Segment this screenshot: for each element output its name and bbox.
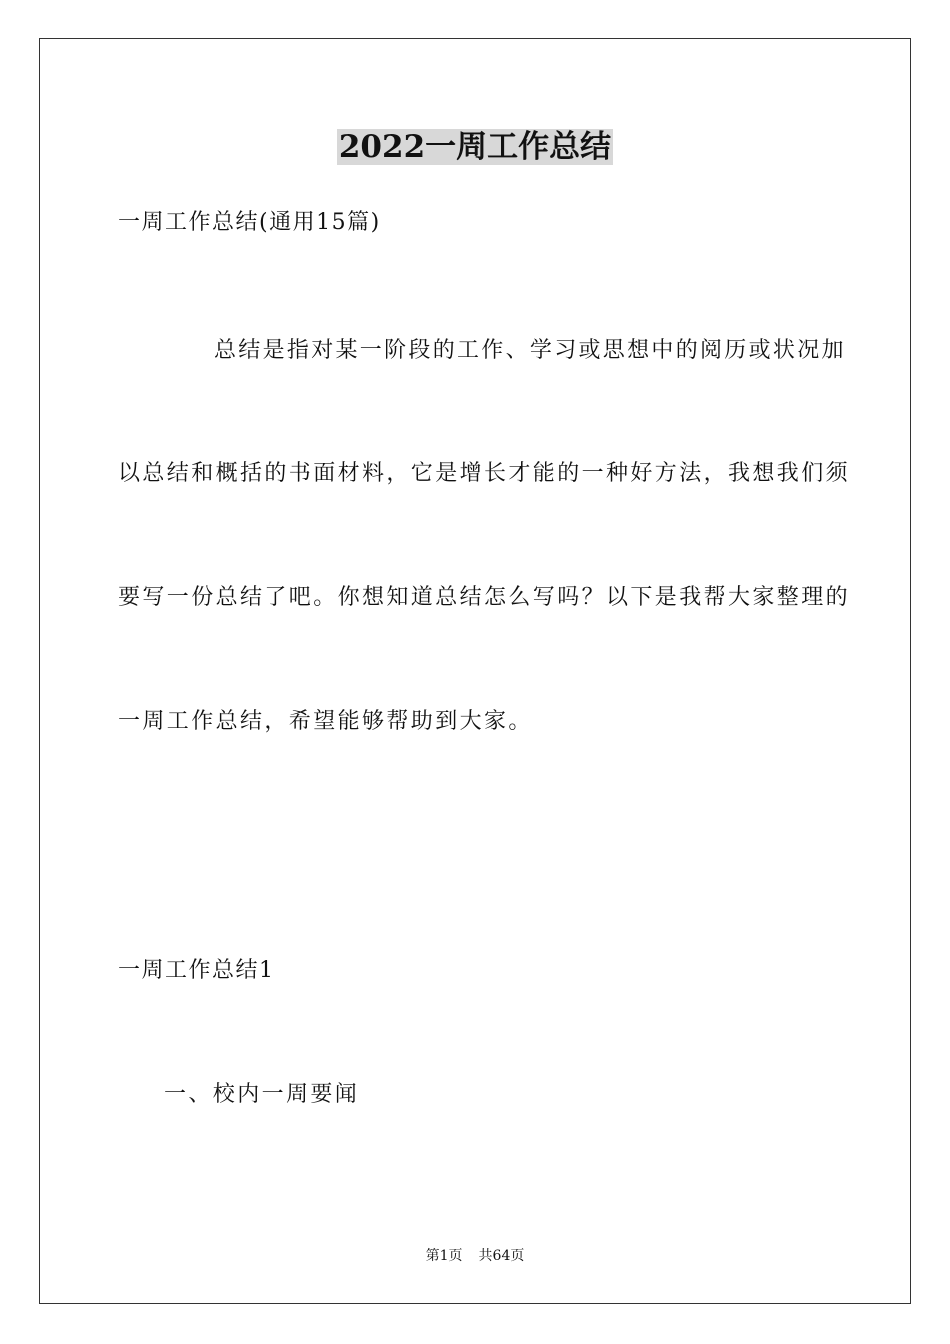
intro-line-3: 要写一份总结了吧。你想知道总结怎么写吗？以下是我帮大家整理的: [118, 585, 851, 610]
page-footer: [0, 1246, 950, 1266]
document-title-text: 2022一周工作总结: [338, 129, 612, 165]
section-heading: 一周工作总结1: [118, 958, 275, 983]
document-subtitle: 一周工作总结(通用15篇): [118, 210, 381, 235]
document-title: [0, 125, 950, 169]
intro-line-1: 总结是指对某一阶段的工作、学习或思想中的阅历或状况加: [214, 338, 846, 363]
page-number: 第1页: [425, 1248, 463, 1264]
intro-line-2: 以总结和概括的书面材料，它是增长才能的一种好方法，我想我们须: [118, 461, 851, 486]
subsection-heading: 一、校内一周要闻: [164, 1082, 360, 1107]
page-total: 共64页: [478, 1248, 525, 1264]
intro-line-4: 一周工作总结，希望能够帮助到大家。: [118, 709, 533, 734]
